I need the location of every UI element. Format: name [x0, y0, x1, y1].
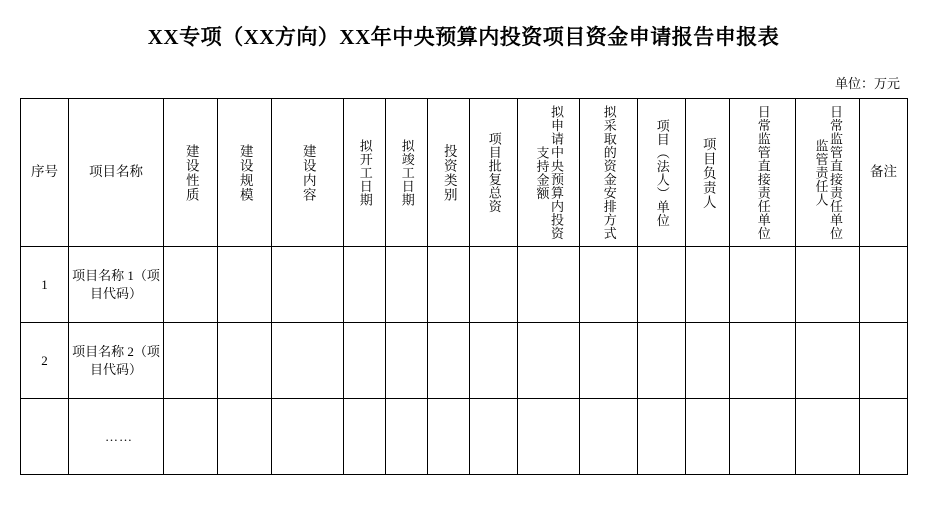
column-header-central-budget-request: [518, 99, 580, 247]
column-header-approval-total: [470, 99, 518, 247]
table-row: [21, 323, 908, 399]
cell-project-name[interactable]: 项目名称 1（项目代码）: [69, 247, 164, 323]
column-header-supervision-unit: [730, 99, 796, 247]
cell-investment-type[interactable]: [428, 323, 470, 399]
column-header-planned-complete-label: 拟竣工日期: [399, 139, 415, 207]
cell-legal-entity[interactable]: [638, 323, 686, 399]
column-header-seq: [21, 99, 69, 247]
table-body: [21, 247, 908, 475]
cell-project-name[interactable]: 项目名称 2（项目代码）: [69, 323, 164, 399]
cell-supervision-person[interactable]: [796, 323, 860, 399]
column-header-legal-entity: [638, 99, 686, 247]
cell-project-leader[interactable]: [686, 247, 730, 323]
column-header-seq-label: 序号: [31, 164, 58, 180]
column-header-construction-scale-label: 建设规模: [237, 143, 253, 202]
cell-planned-start[interactable]: [344, 247, 386, 323]
column-header-construction-scale: [218, 99, 272, 247]
column-header-project-name: [69, 99, 164, 247]
column-header-project-leader-label: 项目负责人: [700, 136, 716, 210]
column-header-supervision-person: [796, 99, 860, 247]
column-header-construction-content: [272, 99, 344, 247]
page-title: XX专项（XX方向）XX年中央预算内投资项目资金申请报告申报表: [147, 25, 780, 49]
project-application-table: [20, 98, 908, 475]
cell-planned-start[interactable]: [344, 399, 386, 475]
column-header-project-leader: [686, 99, 730, 247]
cell-construction-content[interactable]: [272, 399, 344, 475]
cell-construction-scale[interactable]: [218, 323, 272, 399]
cell-planned-start[interactable]: [344, 323, 386, 399]
column-header-planned-start-label: 拟开工日期: [357, 139, 373, 207]
cell-central-budget-request[interactable]: [518, 247, 580, 323]
column-header-planned-complete: [386, 99, 428, 247]
column-header-investment-type-label: 投资类别: [441, 143, 457, 202]
cell-legal-entity[interactable]: [638, 399, 686, 475]
column-header-supervision-person-label: 日常监管直接责任单位监管责任人: [813, 105, 844, 241]
cell-supervision-person[interactable]: [796, 399, 860, 475]
cell-project-leader[interactable]: [686, 323, 730, 399]
column-header-approval-total-label: 项目批复总资: [486, 132, 502, 214]
column-header-fund-arrangement-label: 拟采取的资金安排方式: [601, 105, 617, 241]
cell-supervision-unit[interactable]: [730, 247, 796, 323]
cell-seq[interactable]: 1: [21, 247, 69, 323]
cell-investment-type[interactable]: [428, 247, 470, 323]
unit-note: 单位：万元: [834, 76, 900, 92]
cell-remarks[interactable]: [860, 247, 908, 323]
cell-fund-arrangement[interactable]: [580, 399, 638, 475]
column-header-central-budget-request-label: 拟申请中央预算内投资支持金额: [534, 105, 565, 241]
cell-planned-complete[interactable]: [386, 247, 428, 323]
cell-construction-nature[interactable]: [164, 399, 218, 475]
column-header-supervision-unit-label: 日常监管直接责任单位: [755, 105, 771, 241]
column-header-planned-start: [344, 99, 386, 247]
table-row: [21, 399, 908, 475]
column-header-legal-entity-label: 项目（法人）单位: [654, 118, 670, 227]
cell-remarks[interactable]: [860, 323, 908, 399]
cell-seq[interactable]: 2: [21, 323, 69, 399]
column-header-fund-arrangement: [580, 99, 638, 247]
table-header: [21, 99, 908, 247]
cell-project-name[interactable]: [69, 399, 164, 475]
column-header-construction-nature-label: 建设性质: [183, 143, 199, 202]
cell-construction-content[interactable]: [272, 247, 344, 323]
cell-approval-total[interactable]: [470, 247, 518, 323]
cell-planned-complete[interactable]: [386, 399, 428, 475]
cell-construction-scale[interactable]: [218, 399, 272, 475]
column-header-remarks: [860, 99, 908, 247]
cell-central-budget-request[interactable]: [518, 323, 580, 399]
ellipsis-text: ……: [105, 429, 133, 445]
column-header-construction-content-label: 建设内容: [300, 143, 316, 202]
cell-legal-entity[interactable]: [638, 247, 686, 323]
cell-construction-nature[interactable]: [164, 323, 218, 399]
cell-construction-nature[interactable]: [164, 247, 218, 323]
table-header-row: [21, 99, 908, 247]
cell-construction-content[interactable]: [272, 323, 344, 399]
cell-supervision-unit[interactable]: [730, 399, 796, 475]
cell-approval-total[interactable]: [470, 399, 518, 475]
cell-remarks[interactable]: [860, 399, 908, 475]
cell-fund-arrangement[interactable]: [580, 247, 638, 323]
cell-investment-type[interactable]: [428, 399, 470, 475]
column-header-project-name-label: 项目名称: [89, 164, 143, 180]
table-container: [0, 98, 927, 475]
cell-seq[interactable]: [21, 399, 69, 475]
cell-fund-arrangement[interactable]: [580, 323, 638, 399]
cell-construction-scale[interactable]: [218, 247, 272, 323]
column-header-construction-nature: [164, 99, 218, 247]
cell-central-budget-request[interactable]: [518, 399, 580, 475]
cell-project-leader[interactable]: [686, 399, 730, 475]
cell-planned-complete[interactable]: [386, 323, 428, 399]
cell-supervision-person[interactable]: [796, 247, 860, 323]
cell-approval-total[interactable]: [470, 323, 518, 399]
column-header-investment-type: [428, 99, 470, 247]
cell-supervision-unit[interactable]: [730, 323, 796, 399]
table-row: [21, 247, 908, 323]
column-header-remarks-label: 备注: [870, 164, 897, 180]
